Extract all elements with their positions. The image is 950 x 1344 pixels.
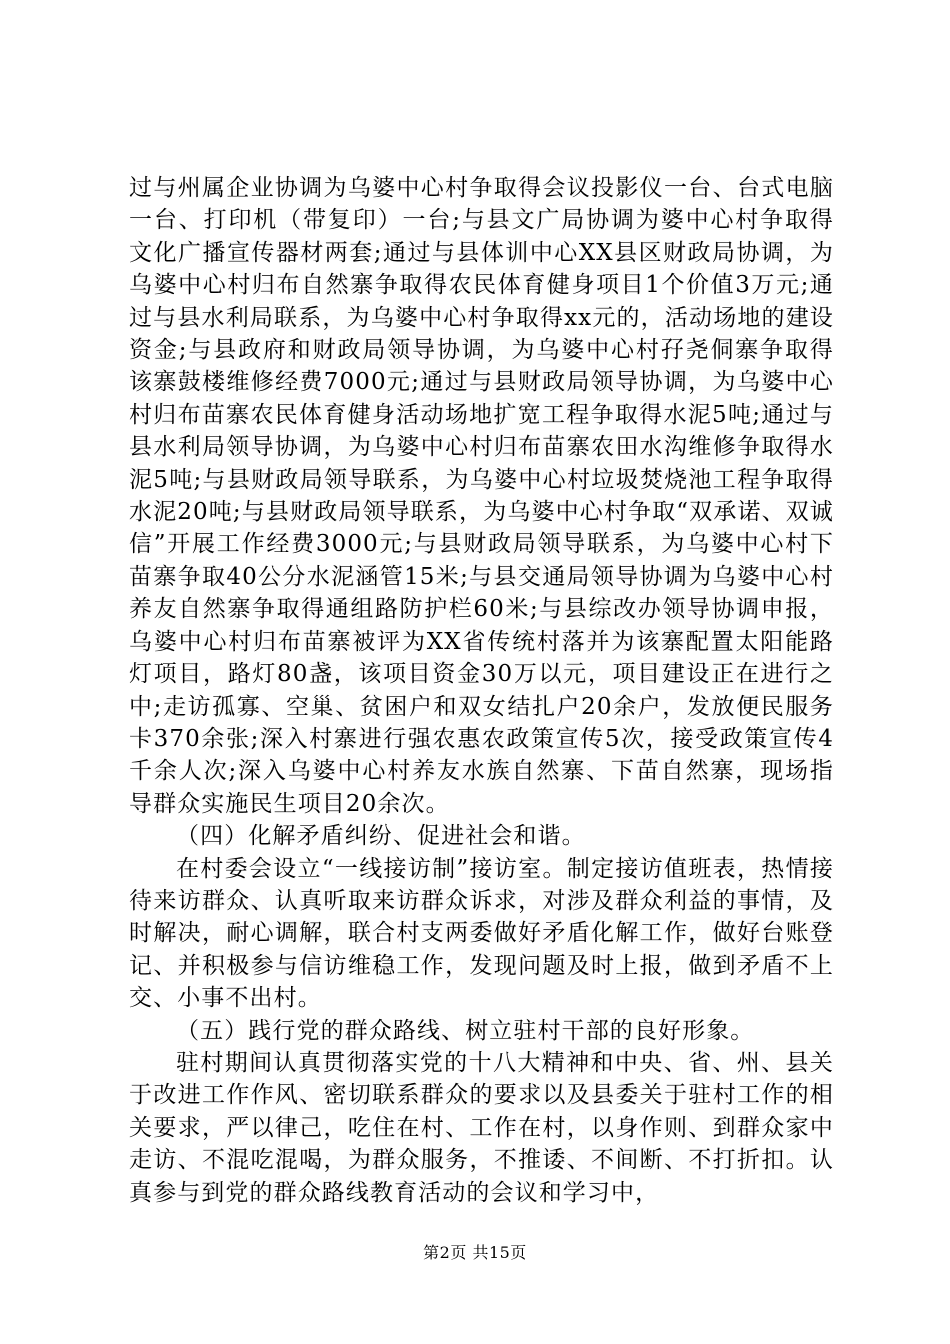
section-heading-4: （四）化解矛盾纠纷、促进社会和谐。 bbox=[176, 823, 586, 850]
section-heading-5: （五）践行党的群众路线、树立驻村干部的良好形象。 bbox=[176, 1017, 755, 1044]
document-body bbox=[129, 172, 834, 1209]
page-number-footer: 第2页 共15页 bbox=[423, 1243, 527, 1262]
body-paragraph: 在村委会设立“一线接访制”接访室。制定接访值班表，热情接待来访群众、认真听取来访群众诉求，对涉及群众利益的事情，及时解决，耐心调解，联合村支两委做好矛盾化解工作，做好台账登记、并积极参与信访维稳工作，发现问题及时上报，做到矛盾不上交、小事不出村。 bbox=[129, 855, 834, 1012]
body-paragraph: 驻村期间认真贯彻落实党的十八大精神和中央、省、州、县关于改进工作作风、密切联系群众的要求以及县委关于驻村工作的相关要求，严以律己，吃住在村、工作在村，以身作则、到群众家中走访、不混吃混喝，为群众服务，不推诿、不间断、不打折扣。认真参与到党的群众路线教育活动的会议和学习中， bbox=[129, 1049, 834, 1206]
body-paragraph: 过与州属企业协调为乌婆中心村争取得会议投影仪一台、台式电脑一台、打印机（带复印）一台;与县文广局协调为婆中心村争取得文化广播宣传器材两套;通过与县体训中心XX县区财政局协调，为乌婆中心村归布自然寨争取得农民体育健身项目1个价值3万元;通过与县水利局联系，为乌婆中心村争取得xx元的，活动场地的建设资金;与县政府和财政局领导协调，为乌婆中心村孖尧侗寨争取得该寨鼓楼维修经费7000元;通过与县财政局领导协调，为乌婆中心村归布苗寨农民体育健身活动场地扩宽工程争取得水泥5吨;通过与县水利局领导协调，为乌婆中心村归布苗寨农田水沟维修争取得水泥5吨;与县财政局领导联系，为乌婆中心村垃圾焚烧池工程争取得水泥20吨;与县财政局领导联系，为乌婆中心村争取“双承诺、双诚信”开展工作经费3000元;与县财政局领导联系，为乌婆中心村下苗寨争取40公分水泥涵管15米;与县交通局领导协调为乌婆中心村养友自然寨争取得通组路防护栏60米;与县综改办领导协调申报，乌婆中心村归布苗寨被评为XX省传统村落并为该寨配置太阳能路灯项目，路灯80盏，该项目资金30万以元，项目建设正在进行之中;走访孤寡、空巢、贫困户和双女结扎户20余户，发放便民服务卡370余张;深入村寨进行强农惠农政策宣传5次，接受政策宣传4千余人次;深入乌婆中心村养友水族自然寨、下苗自然寨，现场指导群众实施民生项目20余次。 bbox=[129, 175, 834, 817]
